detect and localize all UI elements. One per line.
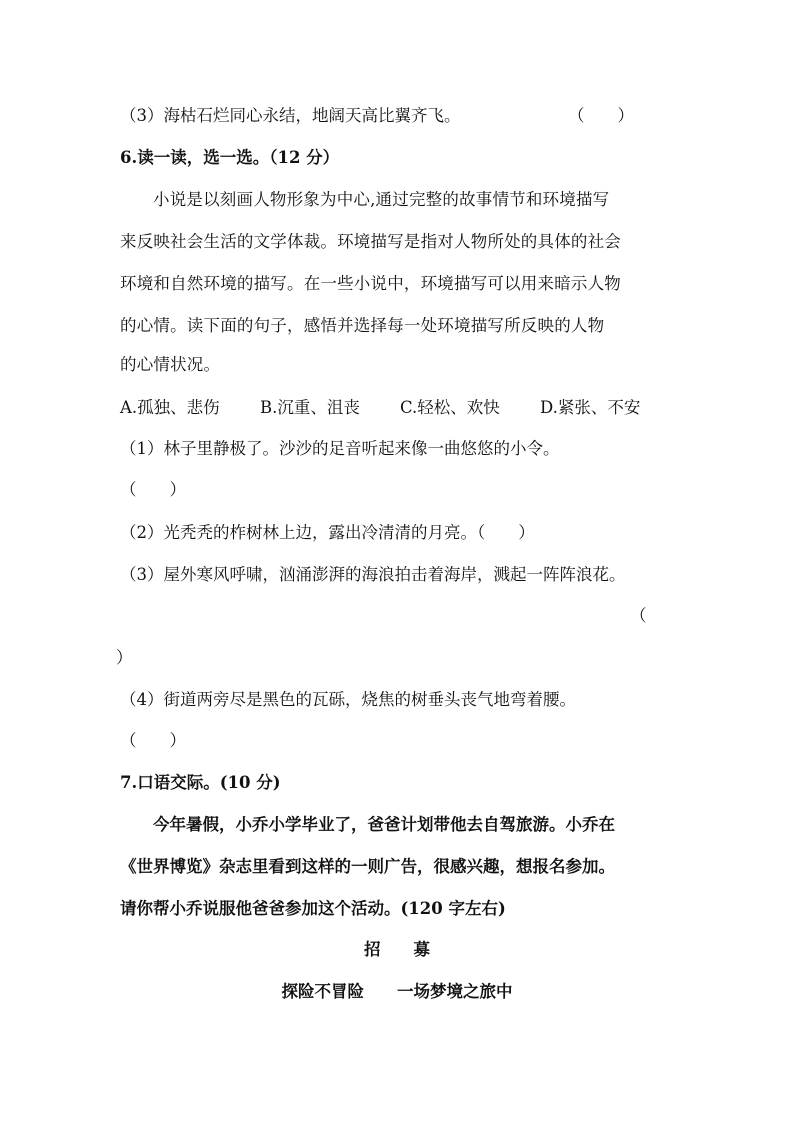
q7-body-line-3: 请你帮小乔说服他爸爸参加这个活动。(120 字左右)	[120, 899, 506, 918]
q6-item-1-answer-bracket[interactable]: （ ）	[120, 480, 186, 499]
q6-item-3-bracket-open[interactable]: （	[630, 606, 647, 625]
ad-title: 招 募	[364, 940, 430, 959]
q6-item-4: （4）街道两旁尽是黑色的瓦砾，烧焦的树垂头丧气地弯着腰。	[120, 690, 576, 709]
q6-item-2: （2）光秃秃的柞树林上边，露出冷清清的月亮。（ ）	[120, 523, 535, 542]
q6-option-a: A.孤独、悲伤	[120, 398, 220, 417]
q6-item-4-answer-bracket[interactable]: （ ）	[120, 731, 186, 750]
q6-option-c: C.轻松、欢快	[400, 398, 500, 417]
q6-item-3-bracket-close: ）	[116, 648, 133, 667]
q6-options	[120, 396, 640, 420]
q5-item-3-text: （3）海枯石烂同心永结，地阔天高比翼齐飞。	[120, 106, 461, 125]
q5-item-3	[120, 104, 461, 128]
q7-heading: 7.口语交际。(10 分)	[120, 773, 281, 792]
q6-option-d: D.紧张、不安	[540, 398, 641, 417]
q6-intro-line-2: 来反映社会生活的文学体裁。环境描写是指对人物所处的具体的社会	[120, 232, 621, 251]
q6-item-3: （3）屋外寒风呼啸，汹涌澎湃的海浪拍击着海岸，溅起一阵阵浪花。	[120, 565, 626, 584]
q6-intro-line-1: 小说是以刻画人物形象为中心,通过完整的故事情节和环境描写	[153, 190, 610, 209]
q5-item-3-answer-bracket[interactable]: （ ）	[568, 106, 634, 125]
q6-option-b: B.沉重、沮丧	[260, 398, 360, 417]
q7-body-line-2: 《世界博览》杂志里看到这样的一则广告，很感兴趣，想报名参加。	[120, 857, 615, 876]
q6-item-1: （1）林子里静极了。沙沙的足音听起来像一曲悠悠的小令。	[120, 439, 560, 458]
q6-intro-line-5: 的心情状况。	[120, 355, 221, 374]
q6-heading: 6.读一读，选一选。（12 分）	[120, 148, 340, 167]
q6-intro-line-4: 的心情。读下面的句子，感悟并选择每一处环境描写所反映的人物	[120, 316, 605, 335]
ad-subtitle: 探险不冒险 一场梦境之旅中	[281, 982, 513, 1001]
q7-body-line-1: 今年暑假，小乔小学毕业了，爸爸计划带他去自驾旅游。小乔在	[153, 815, 615, 834]
q6-intro-line-3: 环境和自然环境的描写。在一些小说中，环境描写可以用来暗示人物	[120, 274, 621, 293]
